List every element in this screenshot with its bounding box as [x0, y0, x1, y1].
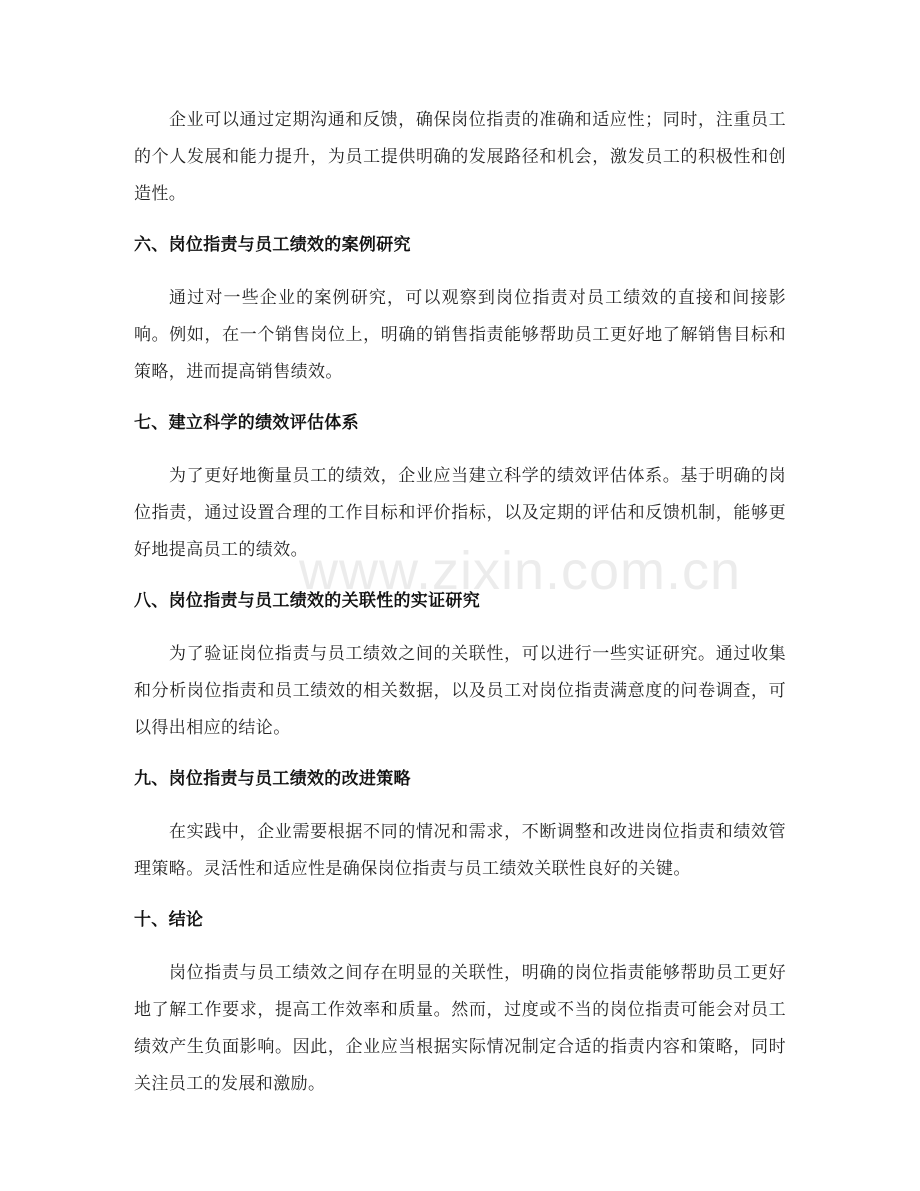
section-6-heading: 六、岗位指责与员工绩效的案例研究	[134, 235, 411, 255]
section-8-heading: 八、岗位指责与员工绩效的关联性的实证研究	[134, 591, 480, 611]
document-body	[134, 102, 786, 1103]
watermark: www.zixin.com.cn	[298, 541, 742, 601]
section-6-body: 通过对一些企业的案例研究，可以观察到岗位指责对员工绩效的直接和间接影响。例如，在一个销售岗位上，明确的销售指责能够帮助员工更好地了解销售目标和策略，进而提高销售绩效。	[134, 288, 786, 382]
section-10-body: 岗位指责与员工绩效之间存在明显的关联性，明确的岗位指责能够帮助员工更好地了解工作要求，提高工作效率和质量。然而，过度或不当的岗位指责可能会对员工绩效产生负面影响。因此，企业应当根据实际情况制定合适的指责内容和策略，同时关注员工的发展和激励。	[134, 963, 786, 1094]
section-10-heading: 十、结论	[134, 910, 204, 930]
section-8-body: 为了验证岗位指责与员工绩效之间的关联性，可以进行一些实证研究。通过收集和分析岗位指责和员工绩效的相关数据，以及员工对岗位指责满意度的问卷调查，可以得出相应的结论。	[134, 644, 786, 738]
section-9-body: 在实践中，企业需要根据不同的情况和需求，不断调整和改进岗位指责和绩效管理策略。灵活性和适应性是确保岗位指责与员工绩效关联性良好的关键。	[134, 822, 786, 879]
section-7-body: 为了更好地衡量员工的绩效，企业应当建立科学的绩效评估体系。基于明确的岗位指责，通过设置合理的工作目标和评价指标，以及定期的评估和反馈机制，能够更好地提高员工的绩效。	[134, 466, 786, 560]
section-9-heading: 九、岗位指责与员工绩效的改进策略	[134, 769, 411, 789]
intro-paragraph: 企业可以通过定期沟通和反馈，确保岗位指责的准确和适应性；同时，注重员工的个人发展和能力提升，为员工提供明确的发展路径和机会，激发员工的积极性和创造性。	[134, 110, 786, 204]
section-7-heading: 七、建立科学的绩效评估体系	[134, 413, 359, 433]
